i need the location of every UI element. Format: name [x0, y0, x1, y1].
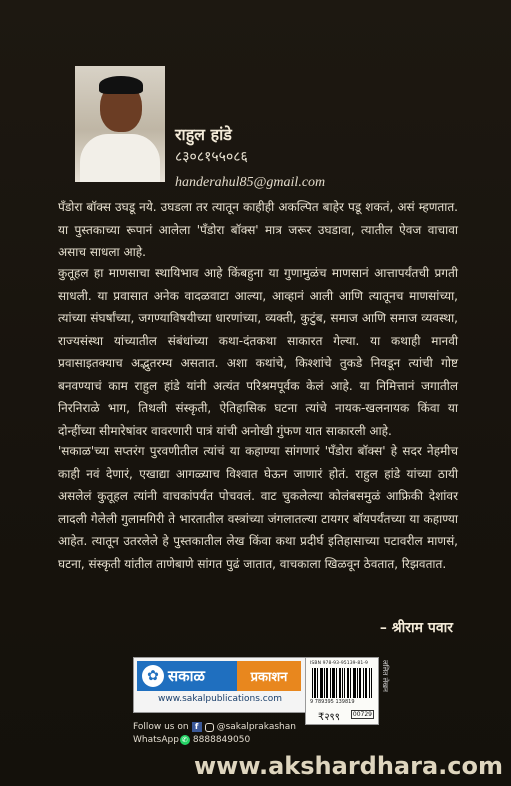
- reviewer-signature: – श्रीराम पवार: [379, 620, 453, 636]
- lotus-logo-icon: ✿: [142, 665, 164, 687]
- price-code: 00729: [352, 711, 372, 718]
- publisher-logo-box: [133, 657, 307, 713]
- whatsapp-number[interactable]: 8888849050: [192, 735, 251, 745]
- follow-text: Follow us on: [133, 722, 189, 732]
- isbn-text: ISBN 978-93-95139-81-9: [310, 661, 368, 666]
- whatsapp-contact: [133, 735, 250, 745]
- barcode-bars: [312, 668, 372, 698]
- author-email: handerahul85@gmail.com: [175, 175, 326, 190]
- social-follow: [133, 722, 296, 732]
- author-photo: [75, 66, 165, 182]
- barcode-box: [305, 657, 379, 725]
- instagram-icon[interactable]: [205, 723, 214, 732]
- publisher-logo-right: [237, 661, 301, 691]
- publisher-imprint: प्रकाशन: [250, 670, 288, 685]
- publisher-logo: [137, 661, 301, 691]
- book-price: ₹२९९: [318, 712, 340, 723]
- genre-label: ललित लेखन: [381, 660, 389, 692]
- author-name: राहुल हांडे: [175, 125, 232, 144]
- author-photo-hair: [99, 76, 143, 94]
- publisher-logo-left: [137, 661, 237, 691]
- whatsapp-icon[interactable]: ✆: [180, 735, 190, 745]
- blurb-paragraph-2: कुतूहल हा माणसाचा स्थायिभाव आहे किंबहुना या गुणामुळंच माणसानं आत्तापर्यंतची प्रगती साधली. या प्रवासात अनेक वादळवाटा आल्या, आव्हानं आली आणि त्यातूनच माणसांच्या, त्यांच्या संघर्षांच्या, जगण्याविषयीच्या धारणांच्या, व्यक्ती, कुटुंब, समाज आणि समाज व्यवस्था, राज्यसंस्था यांच्यातील संबंधांच्या कथा-दंतकथा साकारत गेल्या. या कथाही मानवी प्रवासाइतक्याच अद्भुतरम्य असतात. अशा कथांचे, किश्शांचे तुकडे निवडून त्यांची गोष्ट बनवण्याचं काम राहुल हांडे यांनी अत्यंत परिश्रमपूर्वक केलं आहे. या निमित्तानं जगातील निरनिराळे भाग, तिथली संस्कृती, ऐतिहासिक घटना त्यांचे नायक-खलनायक किंवा या दोन्हींच्या सीमारेषांवर वावरणारी पात्रं यांची अनोखी गुंफण यात साकारली आहे.: [58, 266, 458, 438]
- publisher-url[interactable]: www.sakalpublications.com: [158, 694, 282, 704]
- whatsapp-label: WhatsApp: [133, 735, 179, 745]
- facebook-icon[interactable]: f: [192, 722, 202, 732]
- barcode-number: 9 789395 139819: [310, 699, 355, 705]
- social-handle[interactable]: @sakalprakashan: [216, 722, 296, 732]
- author-phone: ८३०८१५५०८६: [175, 149, 248, 165]
- author-photo-shirt: [80, 134, 160, 182]
- publisher-brand: सकाळ: [168, 667, 205, 685]
- blurb-paragraph-1: पँडोरा बॉक्स उघडू नये. उघडला तर त्यातून काहीही अकल्पित बाहेर पडू शकतं, असं म्हणतात. या पुस्तकाच्या रूपानं आलेला 'पँडोरा बॉक्स' मात्र जरूर उघडावा, त्यातील ऐवज वाचावा असाच साधला आहे.: [58, 200, 458, 259]
- site-watermark: www.akshardhara.com: [194, 752, 503, 780]
- blurb-paragraph-3: 'सकाळ'च्या सप्तरंग पुरवणीतील त्यांचं या कहाण्या सांगणारं 'पँडोरा बॉक्स' हे सदर नेहमीच काही नवं देणारं, एखाद्या आगळ्याच विश्वात घेऊन जाणारं होतं. राहुल हांडे यांच्या ठायी असलेलं कुतूहल त्यांनी वाचकांपर्यंत पोचवलं. वाट चुकलेल्या कोलंबसमुळं आफ्रिकी देशांवर लादली गेलेली गुलामगिरी ते भारतातील वस्त्रांच्या जंगलातल्या टायगर बॉयपर्यंतच्या या कहाण्या आहेत. त्यातून उतरलेले हे पुस्तकातील लेख किंवा कथा प्रदीर्घ इतिहासाच्या पटावरील माणसं, घटना, संस्कृती यांतील ताणेबाणे सांगत पुढं जातात, वाचकाला खिळवून ठेवतात, रिझवतात.: [58, 444, 458, 571]
- author-info: [175, 126, 325, 192]
